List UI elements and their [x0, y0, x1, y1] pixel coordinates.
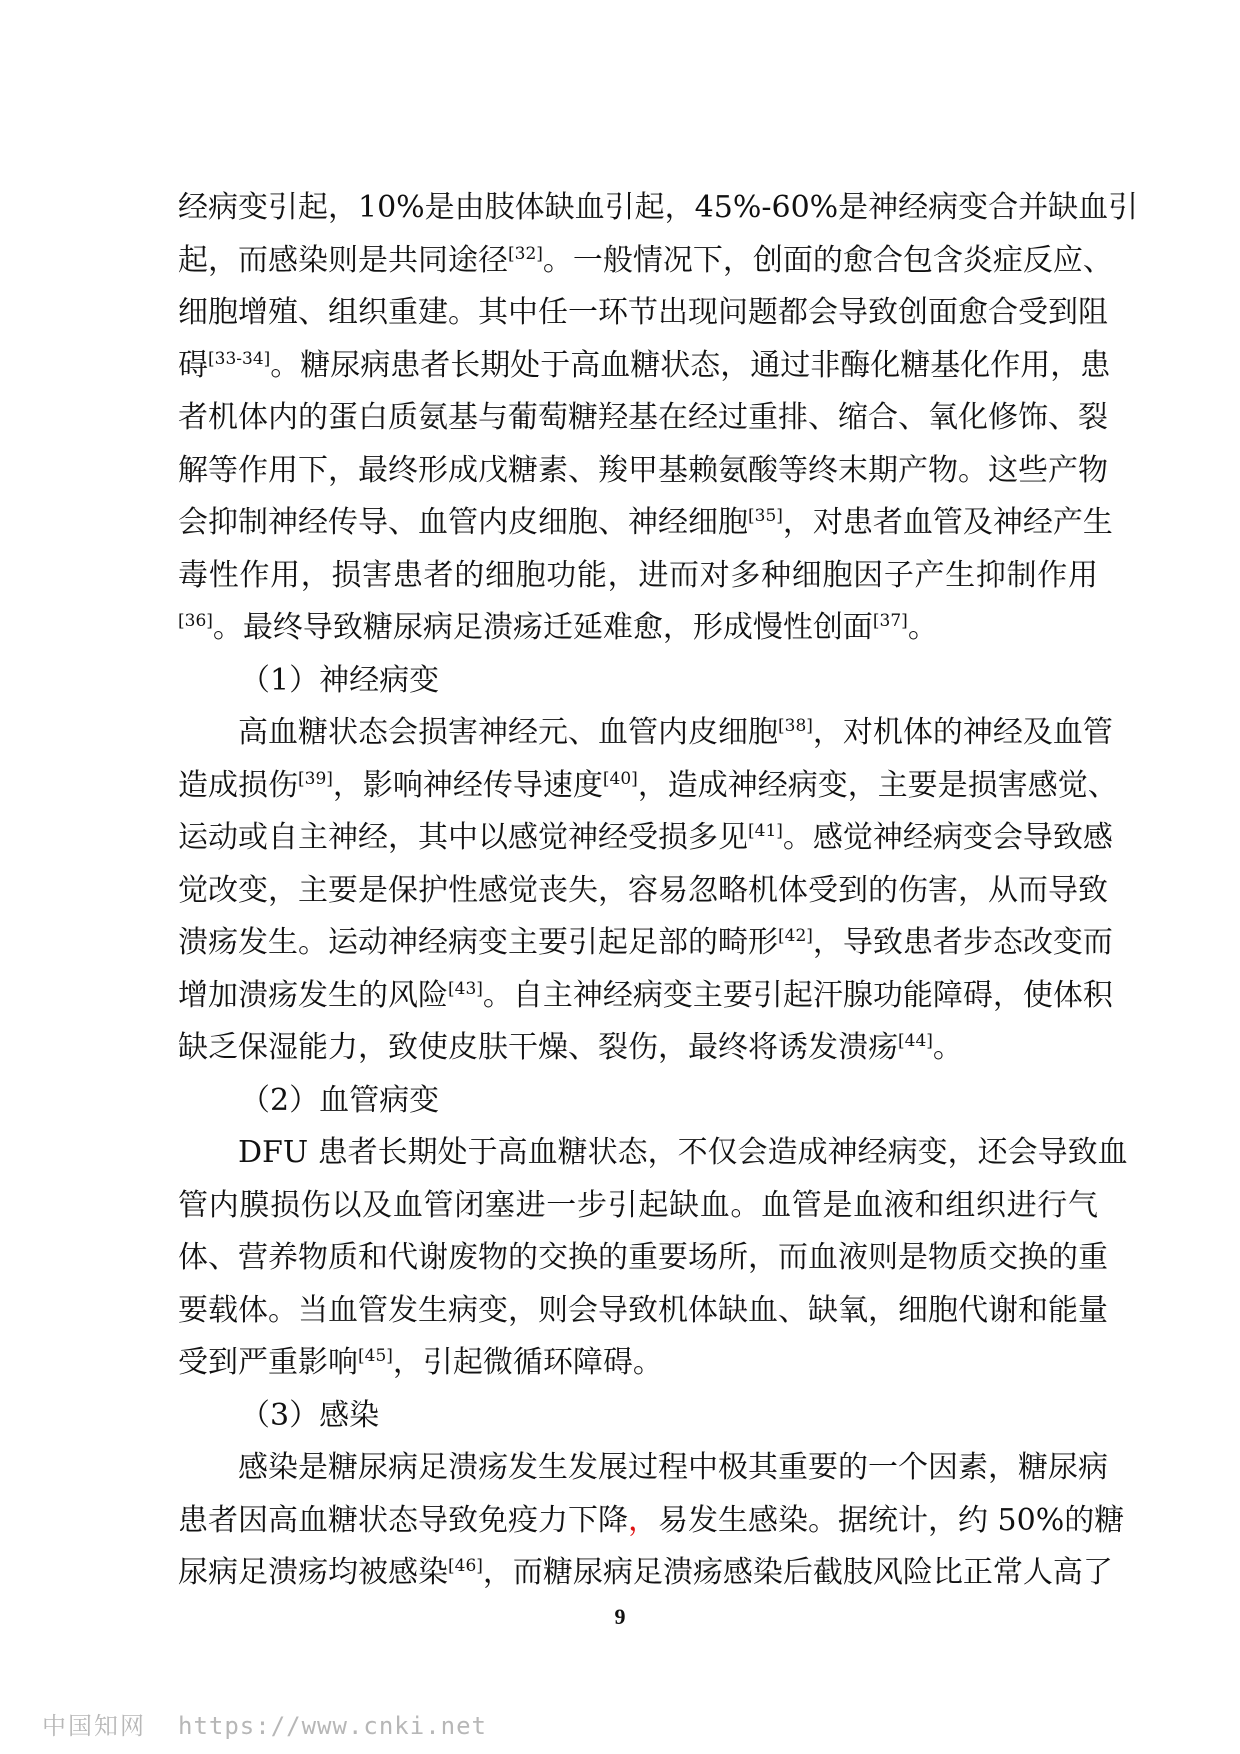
text-span: 。糖尿病患者长期处于高血糖状态，通过非酶化糖基化作用，患	[270, 347, 1111, 383]
text-line	[178, 812, 1113, 865]
citation[interactable]: [39]	[298, 768, 333, 789]
text-line	[178, 865, 1108, 918]
text-span: 患者因高血糖状态导致免疫力下降	[178, 1502, 628, 1538]
text-span: 觉改变，主要是保护性感觉丧失，容易忽略机体受到的伤害，从而导致	[178, 872, 1108, 908]
text-span: 。最终导致糖尿病足溃疡迁延难愈，形成慢性创面	[212, 610, 873, 645]
section-heading: （3）感染	[240, 1397, 380, 1433]
text-span: 受到严重影响	[178, 1345, 358, 1380]
text-line	[178, 550, 1098, 603]
text-line	[178, 1180, 1098, 1233]
citation[interactable]: [36]	[178, 611, 213, 631]
text-span: 碍	[178, 347, 208, 383]
citation[interactable]: [42]	[778, 926, 813, 946]
text-span: 细胞增殖、组织重建。其中任一环节出现问题都会导致创面愈合受到阻	[178, 295, 1108, 330]
citation[interactable]: [46]	[448, 1556, 483, 1576]
text-line	[178, 340, 1111, 393]
text-span: 毒性作用，损害患者的细胞功能，进而对多种细胞因子产生抑制作用	[178, 557, 1098, 593]
text-span: ，而糖尿病足溃疡感染后截肢风险比正常人高了	[482, 1555, 1113, 1590]
text-line	[178, 1547, 1113, 1600]
text-span: 。	[932, 1030, 963, 1065]
text-span: 者机体内的蛋白质氨基与葡萄糖羟基在经过重排、缩合、氧化修饰、裂	[178, 400, 1108, 435]
footer-brand: 中国知网	[42, 1712, 146, 1740]
text-span: 经病变引起，10%是由肢体缺血引起，45%-60%是神经病变合并缺血引	[178, 190, 1139, 225]
text-line	[178, 1495, 1125, 1548]
footer-watermark	[42, 1706, 487, 1741]
citation[interactable]: [45]	[358, 1346, 393, 1366]
text-span: 感染是糖尿病足溃疡发生发展过程中极其重要的一个因素，糖尿病	[238, 1450, 1108, 1485]
text-span: ，引起微循环障碍。	[392, 1345, 663, 1380]
text-span: 运动或自主神经，其中以感觉神经受损多见	[178, 820, 748, 855]
text-line	[178, 497, 1113, 550]
text-span: ，对患者血管及神经产生	[782, 505, 1113, 540]
citation[interactable]: [33-34]	[208, 348, 271, 369]
text-span: 增加溃疡发生的风险	[178, 977, 448, 1013]
text-span: 起，而感染则是共同途径	[178, 242, 508, 278]
text-span: 解等作用下，最终形成戊糖素、羧甲基赖氨酸等终末期产物。这些产物	[178, 452, 1108, 488]
text-span: 。感觉神经病变会导致感	[782, 820, 1113, 855]
text-span: 会抑制神经传导、血管内皮细胞、神经细胞	[178, 505, 748, 540]
text-span: 造成损伤	[178, 767, 298, 803]
text-span: ，导致患者步态改变而	[812, 925, 1113, 960]
text-span: ，造成神经病变，主要是损害感觉、	[637, 767, 1118, 803]
text-span: 要载体。当血管发生病变，则会导致机体缺血、缺氧，细胞代谢和能量	[178, 1292, 1108, 1328]
text-span: 。自主神经病变主要引起汗腺功能障碍，使体积	[482, 977, 1113, 1013]
footer-url[interactable]: https://www.cnki.net	[178, 1712, 487, 1740]
text-span: 。	[907, 610, 938, 645]
text-line	[178, 1022, 1098, 1075]
citation[interactable]: [38]	[778, 716, 813, 736]
citation[interactable]: [37]	[872, 611, 908, 631]
text-span: ，影响神经传导速度	[332, 767, 603, 803]
text-line	[178, 445, 1108, 498]
text-span: 。一般情况下，创面的愈合包含炎症反应、	[542, 242, 1113, 278]
text-line	[178, 392, 1108, 445]
text-span: 易发生感染。据统计，约 50%的糖	[658, 1502, 1125, 1538]
text-span: 管内膜损伤以及血管闭塞进一步引起缺血。血管是血液和组织进行气	[178, 1187, 1098, 1223]
text-span: 溃疡发生。运动神经病变主要引起足部的畸形	[178, 925, 778, 960]
text-line	[178, 1442, 1108, 1495]
text-span: ，对机体的神经及血管	[812, 715, 1113, 750]
section-heading: （1）神经病变	[240, 662, 440, 698]
text-line	[178, 1285, 1108, 1338]
text-line	[178, 917, 1113, 970]
text-line	[178, 235, 1113, 288]
text-span: 体、营养物质和代谢废物的交换的重要场所，而血液则是物质交换的重	[178, 1240, 1108, 1275]
citation[interactable]: [41]	[748, 821, 783, 841]
text-span: 缺乏保湿能力，致使皮肤干燥、裂伤，最终将诱发溃疡	[178, 1030, 898, 1065]
text-line	[178, 970, 1113, 1023]
citation[interactable]: [35]	[748, 506, 783, 526]
body-text	[178, 182, 1139, 1600]
text-span: DFU 患者长期处于高血糖状态，不仅会造成神经病变，还会导致血	[238, 1135, 1128, 1170]
text-line	[178, 287, 1108, 340]
citation[interactable]: [40]	[602, 768, 638, 789]
text-line	[178, 1232, 1108, 1285]
citation[interactable]: [44]	[898, 1031, 933, 1051]
citation[interactable]: [32]	[508, 243, 543, 264]
text-span: 高血糖状态会损害神经元、血管内皮细胞	[238, 715, 778, 750]
citation[interactable]: [43]	[448, 978, 483, 999]
highlighted-comma: ，	[628, 1502, 658, 1538]
text-line	[178, 1337, 1098, 1390]
text-line	[178, 707, 1113, 760]
text-line	[178, 182, 1139, 235]
text-line	[178, 1127, 1128, 1180]
text-span: 尿病足溃疡均被感染	[178, 1555, 448, 1590]
text-line	[178, 602, 1098, 655]
page-number: 9	[614, 1604, 626, 1629]
section-heading: （2）血管病变	[240, 1082, 440, 1118]
text-line	[178, 760, 1118, 813]
